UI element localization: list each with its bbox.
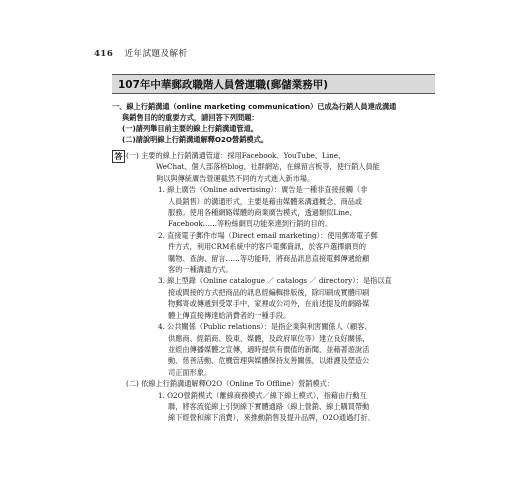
- answer-line: (二) 依線上行銷溝通解釋O2O（Online To Offline）營銷模式：: [126, 379, 335, 389]
- answer-item: 2. 直接電子郵件市場（Direct email marketing）：使用郵寄電子郵: [158, 230, 378, 240]
- answer-line: 物郵寄或傳遞到受眾手中，家裡或公司外，在前述提及的網路媒: [168, 299, 370, 309]
- answer-item: 1. 線上廣告（Online advertising）：廣告是一種非直接接觸（非: [158, 185, 368, 195]
- answer-line: 體上傳直接傳達給消費者的一種手段。: [168, 310, 291, 320]
- answer-line: 動、慈善活動、危機管理與媒體保持友善關係，以維護及塑造公: [168, 356, 370, 366]
- section-banner: [112, 74, 435, 94]
- answer-item: 4. 公共關係（Public relations）：是指企業與利害關係人（顧客、: [158, 322, 372, 332]
- answer-icon: 答: [112, 150, 125, 163]
- answer-line: 件方式，利用CRM系統中的客戶電郵資訊，於客戶選擇網頁的: [168, 242, 366, 252]
- page-number: 416: [94, 49, 114, 59]
- page-header: [94, 47, 187, 59]
- answer-line: 接或間接的方式把商品的訊息經編輯排版後，除印刷成實體印刷: [168, 287, 370, 297]
- answer-line: 並經由傳播媒體之宣傳，適時提供有價值的新聞，並藉著遊說活: [168, 344, 370, 354]
- answer-block: [126, 150, 456, 424]
- book-title: 近年試題及解析: [124, 49, 188, 59]
- answer-line: 線下經營和線下消費），來推動銷售及提升品牌，O2O通過打折、: [168, 413, 375, 423]
- answer-line: 司正面形象。: [168, 367, 212, 377]
- answer-line: 人員銷售）的溝通形式，主要是藉由媒體來溝通概念、商品或: [168, 196, 363, 206]
- answer-line: 購物、查詢、留言……等功能時，將商品訊息直接電郵傳遞給顧: [168, 253, 370, 263]
- question-line: 一、線上行銷溝通（online marketing communication）已成為行銷人員達成溝通: [112, 102, 397, 111]
- answer-line: (一) 主要的線上行銷溝通管道：採用Facebook、YouTube、Line、: [126, 151, 346, 160]
- question-subitem: (二)請說明線上行銷溝通解釋O2O營銷模式。: [122, 135, 268, 144]
- answer-line: 夠以與傳統廣告營運截然不同的方式進入新市場。: [156, 173, 315, 183]
- question-subitem: (一)請列舉目前主要的線上行銷溝通管道。: [122, 124, 258, 133]
- answer-line: 客的一種溝通方式。: [168, 265, 233, 275]
- answer-item: 1. O2O營銷模式（離線商務模式／線下線上模式），指藉由行動互: [158, 390, 367, 400]
- answer-line: Facebook……等粉絲網頁功能來達到行銷的目的。: [168, 219, 333, 229]
- answer-line: 供應商、經銷商、股東、媒體，及政府單位等）建立良好關係，: [168, 333, 370, 343]
- answer-line: 服務。使用各種網路媒體的商業廣告模式，透過類似Line、: [168, 208, 357, 218]
- question-line: 與銷售目的的重要方式，請回答下列問題：: [122, 113, 259, 122]
- answer-line: 聯，將客流從線上引到線下實體通路（線上營銷、線上購買帶動: [168, 401, 370, 411]
- section-title: 107年中華郵政職階人員營運職(郵儲業務甲): [118, 79, 329, 91]
- question-block: [112, 101, 447, 145]
- answer-line: WeChat、個人部落格blog、社群網站，在線留言板等，使行銷人員能: [156, 162, 380, 172]
- answer-item: 3. 線上型錄（Online catalogue ／ catalogs ／ directory）：是指以直: [158, 276, 392, 286]
